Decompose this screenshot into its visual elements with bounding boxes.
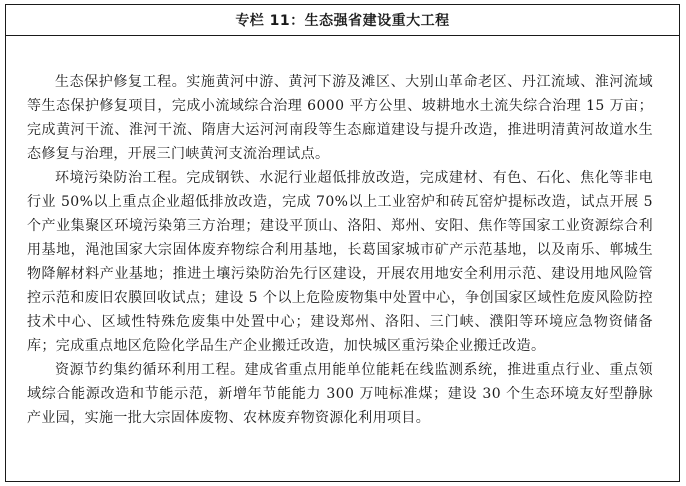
paragraph-pollution-control: 环境污染防治工程。完成钢铁、水泥行业超低排放改造，完成建材、有色、石化、焦化等非电行业 50%以上重点企业超低排放改造，完成 70%以上工业窑炉和砖瓦窑炉提标改造，试点开展 5 个产业集聚区环境污染第三方治理；建设平顶山、洛阳、郑州、安阳、焦作等国家工业资源综合利用基地，渑池国家大宗固体废弃物综合利用基地，长葛国家城市矿产示范基地，以及南乐、郸城生物降解材料产业基地；推进土壤污染防治先行区建设，开展农用地安全利用示范、建设用地风险管控示范和废旧农膜回收试点；建设 5 个以上危险废物集中处置中心，争创国家区域性危废风险防控技术中心、区域性特殊危废集中处置中心；建设郑州、洛阳、三门峡、濮阳等环境应急物资储备库；完成重点地区危险化学品生产企业搬迁改造，加快城区重污染企业搬迁改造。: [27, 170, 653, 354]
box-title: 专栏 11：生态强省建设重大工程: [6, 5, 679, 36]
paragraph-resource-recycling: 资源节约集约循环利用工程。建成省重点用能单位能耗在线监测系统，推进重点行业、重点领域综合能源改造和节能示范，新增年节能能力 300 万吨标准煤；建设 30 个生态环境友好型静脉产业园，实施一批大宗固体废物、农林废弃物资源化利用项目。: [27, 362, 653, 426]
feature-box: [5, 4, 680, 482]
paragraph-ecological-restoration: 生态保护修复工程。实施黄河中游、黄河下游及滩区、大别山革命老区、丹江流域、淮河流域等生态保护修复项目，完成小流域综合治理 6000 平方公里、坡耕地水土流失综合治理 15 万亩；完成黄河干流、淮河干流、隋唐大运河河南段等生态廊道建设与提升改造，推进明清黄河故道水生态修复与治理，开展三门峡黄河支流治理试点。: [27, 74, 653, 162]
box-content: [6, 36, 679, 430]
